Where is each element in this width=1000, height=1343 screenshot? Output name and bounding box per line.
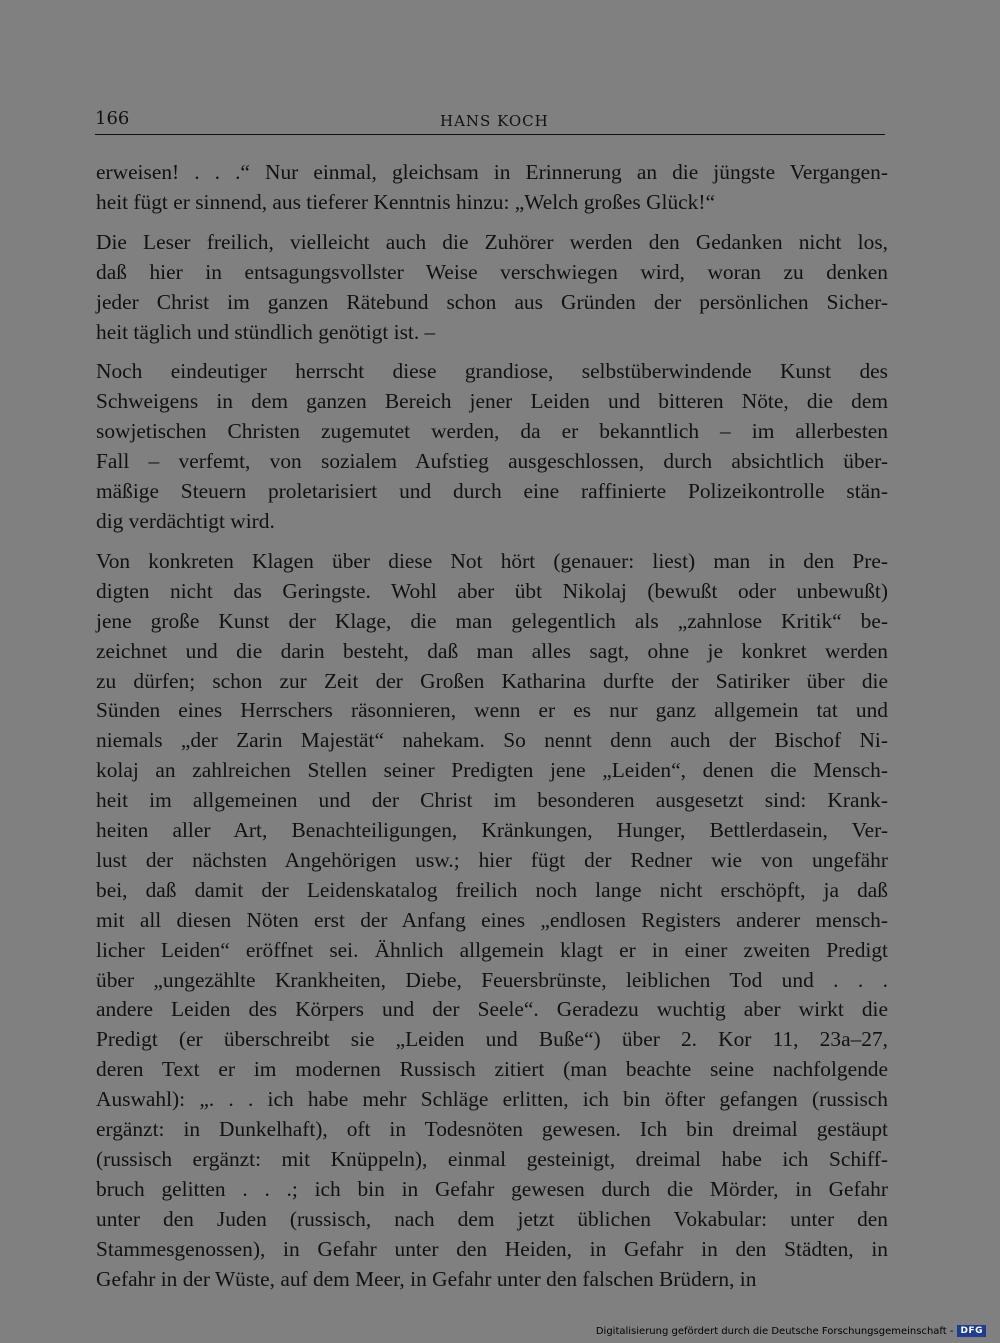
- text-line: dig verdächtigt wird.: [96, 508, 275, 533]
- text-line: kolaj an zahlreichen Stellen seiner Predigten jene „Leiden“, denen die Mensch-: [96, 758, 888, 783]
- text-line: heiten aller Art, Benachteiligungen, Kränkungen, Hunger, Bettlerdasein, Ver-: [96, 818, 888, 843]
- text-line: Stammesgenossen), in Gefahr unter den Heiden, in Gefahr in den Städten, in: [96, 1236, 888, 1261]
- footer-credit: Digitalisierung gefördert durch die Deutsche Forschungsgemeinschaft -: [595, 1325, 954, 1337]
- text-line: unter den Juden (russisch, nach dem jetzt üblichen Vokabular: unter den: [96, 1206, 888, 1231]
- text-line: über „ungezählte Krankheiten, Diebe, Feuersbrünste, leiblichen Tod und . . .: [96, 967, 888, 992]
- text-line: niemals „der Zarin Majestät“ nahekam. So nennt denn auch der Bischof Ni-: [96, 728, 888, 753]
- text-line: Predigt (er überschreibt sie „Leiden und Buße“) über 2. Kor 11, 23a–27,: [96, 1027, 888, 1052]
- text-line: daß hier in entsagungsvollster Weise verschwiegen wird, woran zu denken: [96, 259, 888, 284]
- text-line: zeichnet und die darin besteht, daß man alles sagt, ohne je konkret werden: [96, 638, 888, 663]
- text-line: jene große Kunst der Klage, die man gelegentlich als „zahnlose Kritik“ be-: [96, 608, 888, 633]
- text-line: lust der nächsten Angehörigen usw.; hier fügt der Redner wie von ungefähr: [96, 847, 888, 872]
- paragraph: [96, 547, 888, 1295]
- text-line: Auswahl): „. . . ich habe mehr Schläge erlitten, ich bin öfter gefangen (russisch: [96, 1087, 888, 1112]
- text-line: Die Leser freilich, vielleicht auch die Zuhörer werden den Gedanken nicht los,: [96, 229, 888, 254]
- text-line: heit im allgemeinen und der Christ im besonderen ausgesetzt sind: Krank-: [96, 788, 888, 813]
- text-line: bruch gelitten . . .; ich bin in Gefahr gewesen durch die Mörder, in Gefahr: [96, 1176, 888, 1201]
- text-line: Sünden eines Herrschers räsonnieren, wenn er es nur ganz allgemein tat und: [96, 698, 888, 723]
- page-header: [95, 108, 885, 135]
- text-line: ergänzt: in Dunkelhaft), oft in Todesnöten gewesen. Ich bin dreimal gestäupt: [96, 1117, 888, 1142]
- body-text: [96, 158, 888, 1305]
- text-line: mit all diesen Nöten erst der Anfang eines „endlosen Registers anderer mensch-: [96, 907, 888, 932]
- text-line: sowjetischen Christen zugemutet werden, da er bekanntlich – im allerbesten: [96, 419, 888, 444]
- dfg-logo: DFG: [957, 1325, 986, 1337]
- text-line: Gefahr in der Wüste, auf dem Meer, in Gefahr unter den falschen Brüdern, in: [96, 1266, 757, 1291]
- text-line: Schweigens in dem ganzen Bereich jener Leiden und bitteren Nöte, die dem: [96, 389, 888, 414]
- text-line: heit fügt er sinnend, aus tieferer Kenntnis hinzu: „Welch großes Glück!“: [96, 189, 715, 214]
- text-line: (russisch ergänzt: mit Knüppeln), einmal gesteinigt, dreimal habe ich Schiff-: [96, 1147, 888, 1171]
- text-line: digten nicht das Geringste. Wohl aber übt Nikolaj (bewußt oder unbewußt): [96, 578, 888, 603]
- footer: [596, 1325, 986, 1337]
- text-line: zu dürfen; schon zur Zeit der Großen Katharina durfte der Satiriker über die: [96, 668, 888, 693]
- text-line: jeder Christ im ganzen Rätebund schon aus Gründen der persönlichen Sicher-: [96, 289, 888, 314]
- text-line: bei, daß damit der Leidenskatalog freilich noch lange nicht erschöpft, ja daß: [96, 877, 888, 902]
- running-head: HANS KOCH: [440, 112, 549, 130]
- text-line: Noch eindeutiger herrscht diese grandiose, selbstüberwindende Kunst des: [96, 359, 888, 384]
- text-line: Von konkreten Klagen über diese Not hört (genauer: liest) man in den Pre-: [96, 548, 888, 573]
- text-line: erweisen! . . .“ Nur einmal, gleichsam in Erinnerung an die jüngste Vergangen-: [96, 160, 888, 184]
- text-line: heit täglich und stündlich genötigt ist. –: [96, 319, 436, 344]
- text-line: Fall – verfemt, von sozialem Aufstieg ausgeschlossen, durch absichtlich über-: [96, 449, 888, 474]
- paragraph: [96, 158, 888, 218]
- paragraph: [96, 228, 888, 348]
- text-line: licher Leiden“ eröffnet sei. Ähnlich allgemein klagt er in einer zweiten Predigt: [96, 937, 888, 962]
- text-line: mäßige Steuern proletarisiert und durch eine raffinierte Polizeikontrolle stän-: [96, 479, 888, 504]
- paragraph: [96, 357, 888, 536]
- text-line: deren Text er im modernen Russisch zitiert (man beachte seine nachfolgende: [96, 1057, 888, 1082]
- page-number: 166: [95, 108, 130, 129]
- text-line: andere Leiden des Körpers und der Seele“. Geradezu wuchtig aber wirkt die: [96, 997, 888, 1022]
